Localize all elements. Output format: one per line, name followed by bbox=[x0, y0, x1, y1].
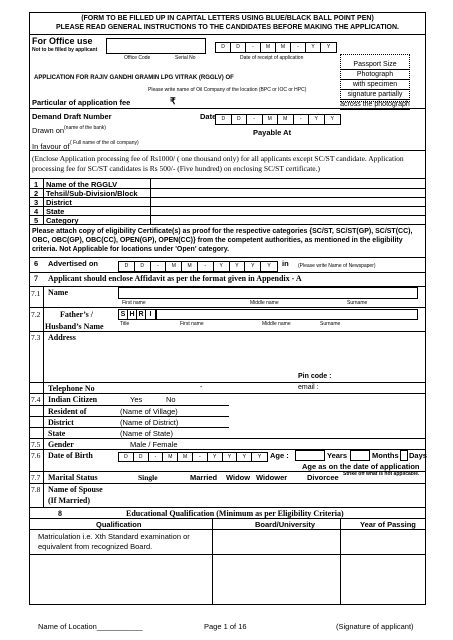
date-cell[interactable]: M bbox=[163, 453, 178, 461]
district-label: District bbox=[48, 418, 74, 427]
email-label: email : bbox=[298, 384, 319, 391]
spouse-no: 7.8 bbox=[31, 485, 41, 494]
citizen-label: Indian Citizen bbox=[48, 395, 98, 404]
date-cell[interactable]: Y bbox=[245, 262, 261, 271]
date-cell[interactable]: D bbox=[119, 453, 134, 461]
date-label: Date bbox=[200, 112, 217, 121]
date-cell[interactable]: M bbox=[278, 115, 294, 124]
date-cell[interactable]: D bbox=[232, 115, 248, 124]
col-qualification: Qualification bbox=[96, 520, 142, 529]
village-note: (Name of Village) bbox=[120, 407, 178, 416]
divider bbox=[340, 518, 341, 605]
divider bbox=[29, 257, 426, 258]
months-input[interactable] bbox=[350, 450, 370, 461]
date-cell[interactable]: D bbox=[216, 43, 231, 52]
prefix-letter: S bbox=[119, 310, 128, 319]
name-middle-label: Middle name bbox=[250, 300, 279, 306]
divider bbox=[29, 307, 426, 308]
divider bbox=[150, 178, 151, 225]
divider bbox=[29, 215, 426, 216]
divider bbox=[29, 178, 426, 179]
prefix-letter: H bbox=[128, 310, 137, 319]
date-cell[interactable]: Y bbox=[223, 453, 238, 461]
marital-label: Marital Status bbox=[48, 473, 98, 482]
footer-signature: (Signature of applicant) bbox=[336, 622, 414, 631]
divider bbox=[29, 197, 426, 198]
dd-number-label: Demand Draft Number bbox=[32, 112, 112, 121]
date-cell[interactable]: M bbox=[276, 43, 291, 52]
district-note: (Name of District) bbox=[120, 418, 179, 427]
days-input[interactable] bbox=[400, 450, 408, 461]
date-cell[interactable]: M bbox=[182, 262, 198, 271]
location-row-label: District bbox=[46, 198, 72, 207]
drawn-on-label: Drawn on bbox=[32, 126, 65, 135]
office-use-title: For Office use bbox=[32, 36, 93, 46]
name-label: Name bbox=[48, 288, 68, 297]
photo-line: Photograph bbox=[340, 70, 410, 80]
dob-no: 7.6 bbox=[31, 451, 41, 460]
date-cell[interactable]: D bbox=[134, 453, 149, 461]
location-row-no: 1 bbox=[34, 180, 39, 189]
fee-label: Particular of application fee bbox=[32, 98, 131, 107]
months-label: Months bbox=[372, 451, 399, 460]
qualification-row-1: Matriculation i.e. Xth Standard examination or equivalent from recognized Board. bbox=[38, 532, 190, 551]
office-code-box[interactable] bbox=[106, 38, 206, 54]
date-cell[interactable]: Y bbox=[267, 263, 271, 269]
company-note: ( Full name of the oil company) bbox=[70, 140, 139, 146]
spouse-label-1: Name of Spouse bbox=[48, 485, 103, 494]
gender-no: 7.5 bbox=[31, 440, 41, 449]
divider bbox=[43, 286, 44, 507]
newspaper-note: (Please write Name of Newspaper) bbox=[298, 263, 376, 269]
divider bbox=[29, 416, 229, 417]
gender-label: Gender bbox=[48, 440, 74, 449]
date-cell[interactable]: Y bbox=[214, 262, 230, 271]
marital-option-widow[interactable]: Widow bbox=[226, 473, 251, 482]
eligibility-note: Please attach copy of eligibility Certificate(s) as proof for the respective categories {SC/ST, SC/ST(GP), SC/ST(CC), OBC, OBC(GP), OBC(CC), OPEN(GP), OPEN(CC)} from the competent authorities, as mentioned in the eligibility criteria. Not Applicable for locations under 'Open' category. bbox=[32, 228, 413, 253]
divider bbox=[29, 34, 426, 35]
advertised-label: Advertised on bbox=[48, 259, 99, 268]
advertised-date-cells[interactable] bbox=[118, 261, 278, 272]
col-year: Year of Passing bbox=[360, 520, 416, 529]
date-cell[interactable]: - bbox=[246, 43, 261, 52]
date-cell[interactable]: Y bbox=[230, 262, 246, 271]
date-cell[interactable]: - bbox=[291, 43, 306, 52]
divider bbox=[29, 405, 229, 406]
oil-company-note: Please write name of Oil Company of the location (BPC or IOC or HPC) bbox=[148, 87, 307, 93]
years-input[interactable] bbox=[295, 450, 325, 461]
divider bbox=[29, 483, 426, 484]
date-cell[interactable]: - bbox=[247, 115, 263, 124]
serial-no-label: Serial No bbox=[175, 55, 196, 61]
address-no: 7.3 bbox=[31, 333, 41, 342]
age-note: Age as on the date of application bbox=[302, 462, 420, 471]
date-cell[interactable]: M bbox=[261, 43, 276, 52]
date-cell[interactable]: - bbox=[151, 262, 167, 271]
date-cell[interactable]: Y bbox=[306, 43, 321, 52]
date-cell[interactable]: - bbox=[294, 115, 310, 124]
telephone-label: Telephone No bbox=[48, 384, 95, 393]
father-name-input[interactable] bbox=[156, 309, 418, 320]
gender-options[interactable]: Male / Female bbox=[130, 440, 178, 449]
citizen-no-option[interactable]: No bbox=[166, 395, 176, 404]
state-label: State bbox=[48, 429, 66, 438]
date-cell[interactable]: D bbox=[135, 262, 151, 271]
father-middle-label: Middle name bbox=[262, 321, 291, 327]
date-cell[interactable]: Y bbox=[208, 453, 223, 461]
divider bbox=[29, 150, 426, 151]
divider bbox=[29, 427, 229, 428]
dd-date-cells[interactable] bbox=[215, 114, 341, 125]
marital-option-divorcee[interactable]: Divorcee bbox=[307, 473, 339, 482]
date-receipt-label: Date of receipt of application bbox=[240, 55, 304, 61]
marital-option-married[interactable]: Married bbox=[190, 473, 218, 482]
photo-line: Passport Size bbox=[340, 60, 410, 70]
education-title: Educational Qualification (Minimum as per Eligibility Criteria) bbox=[126, 509, 344, 518]
marital-option-single[interactable]: Single bbox=[138, 473, 158, 482]
location-row-label: Name of the RGGLV bbox=[46, 180, 118, 189]
photo-line: across the photograph bbox=[340, 101, 410, 108]
office-code-label: Office Code bbox=[124, 55, 151, 61]
date-cell[interactable]: M bbox=[178, 453, 193, 461]
age-label: Age : bbox=[270, 451, 289, 460]
divider bbox=[29, 529, 426, 530]
date-cell[interactable]: - bbox=[149, 453, 164, 461]
rupee-symbol: ₹ bbox=[170, 96, 176, 106]
divider bbox=[29, 518, 426, 519]
location-row-label: Tehsil/Sub-Division/Block bbox=[46, 189, 138, 198]
divider bbox=[29, 224, 426, 225]
date-cell[interactable]: M bbox=[263, 115, 279, 124]
state-note: (Name of State) bbox=[120, 429, 173, 438]
advertised-in: in bbox=[282, 259, 289, 268]
father-first-label: First name bbox=[180, 321, 204, 327]
marital-no: 7.7 bbox=[31, 473, 41, 482]
father-surname-label: Surname bbox=[320, 321, 341, 327]
photo-instructions bbox=[340, 60, 410, 110]
divider bbox=[29, 554, 426, 555]
spouse-label-2: (If Married) bbox=[48, 496, 90, 505]
divider bbox=[29, 382, 426, 383]
date-cell[interactable]: Y bbox=[237, 453, 252, 461]
divider bbox=[29, 438, 426, 439]
days-label: Days bbox=[409, 451, 427, 460]
advertised-no: 6 bbox=[34, 259, 39, 268]
office-use-note: Not to be filled by applicant bbox=[32, 47, 98, 53]
pin-code-label: Pin code : bbox=[298, 373, 332, 380]
father-title-label: Title bbox=[120, 321, 130, 327]
name-no: 7.1 bbox=[31, 289, 41, 298]
affidavit-text: Applicant should enclose Affidavit as per the format given in Appendix - A bbox=[48, 274, 302, 283]
receipt-date-cells[interactable] bbox=[215, 42, 337, 53]
bank-note: (name of the bank) bbox=[64, 125, 106, 131]
col-board: Board/University bbox=[255, 520, 316, 529]
strike-note: Strike off what is not applicable. bbox=[343, 471, 420, 477]
in-favour-label: In favour of bbox=[32, 142, 70, 151]
divider bbox=[29, 393, 426, 394]
prefix-letter: R bbox=[137, 310, 146, 319]
date-cell[interactable]: D bbox=[119, 262, 135, 271]
payable-at-label: Payable At bbox=[253, 128, 292, 137]
name-surname-label: Surname bbox=[347, 300, 368, 306]
telephone-dash: - bbox=[200, 384, 203, 391]
divider bbox=[43, 178, 44, 225]
citizen-yes[interactable]: Yes bbox=[130, 395, 143, 404]
divider bbox=[29, 206, 426, 207]
resident-label: Resident of bbox=[48, 407, 87, 416]
prefix-letter: I bbox=[149, 311, 152, 318]
divider bbox=[29, 331, 426, 332]
education-no: 8 bbox=[58, 509, 62, 518]
header-line-2: PLEASE READ GENERAL INSTRUCTIONS TO THE CANDIDATES BEFORE MAKING THE APPLICATION. bbox=[55, 24, 400, 31]
father-prefix-cells bbox=[118, 309, 156, 320]
footer-page: Page 1 of 16 bbox=[204, 622, 247, 631]
application-title: APPLICATION FOR RAJIV GANDHI GRAMIN LPG VITRAK (RGGLV) OF bbox=[34, 75, 234, 81]
footer-location: Name of Location___________ bbox=[38, 622, 143, 631]
date-cell[interactable]: Y bbox=[309, 115, 325, 124]
date-cell[interactable]: D bbox=[216, 115, 232, 124]
header-line-1: (FORM TO BE FILLED UP IN CAPITAL LETTERS USING BLUE/BLACK BALL POINT PEN) bbox=[81, 15, 374, 22]
date-cell[interactable]: M bbox=[166, 262, 182, 271]
marital-option-widower[interactable]: Widower bbox=[256, 473, 288, 482]
location-row-no: 3 bbox=[34, 198, 39, 207]
date-cell[interactable]: D bbox=[231, 43, 246, 52]
divider bbox=[212, 518, 213, 605]
date-cell[interactable]: Y bbox=[330, 116, 334, 122]
enclose-note: (Enclose Application processing fee of Rs1000/ ( one thousand only) for all applicants except SC/ST candidate. Application processing fee for SC/ST candidates is Rs 500/- (Five hundred) on enclosing SC/ST certificate.) bbox=[32, 154, 404, 173]
location-row-no: 4 bbox=[34, 207, 39, 216]
name-input[interactable] bbox=[118, 287, 418, 299]
divider bbox=[29, 108, 426, 109]
divider bbox=[29, 272, 426, 273]
date-cell[interactable]: - bbox=[198, 262, 214, 271]
photo-line: with specimen bbox=[340, 80, 410, 90]
father-label-2: Husband’s Name bbox=[45, 322, 104, 331]
affidavit-no: 7 bbox=[34, 274, 38, 283]
date-cell[interactable]: Y bbox=[257, 454, 262, 460]
years-label: Years bbox=[327, 451, 348, 460]
divider bbox=[29, 507, 426, 508]
dob-cells[interactable] bbox=[118, 452, 268, 462]
citizen-no: 7.4 bbox=[31, 395, 41, 404]
name-first-label: First name bbox=[122, 300, 146, 306]
father-no: 7.2 bbox=[31, 310, 41, 319]
dob-label: Date of Birth bbox=[48, 451, 93, 460]
date-cell[interactable]: Y bbox=[326, 44, 331, 50]
location-row-no: 2 bbox=[34, 189, 39, 198]
date-cell[interactable]: - bbox=[193, 453, 208, 461]
father-label-1: Father’s / bbox=[60, 310, 93, 319]
photo-line: signature partially bbox=[340, 90, 410, 100]
location-row-label: State bbox=[46, 207, 65, 216]
location-row-label: Category bbox=[46, 216, 79, 225]
address-label: Address bbox=[48, 333, 76, 342]
location-row-no: 5 bbox=[34, 216, 39, 225]
